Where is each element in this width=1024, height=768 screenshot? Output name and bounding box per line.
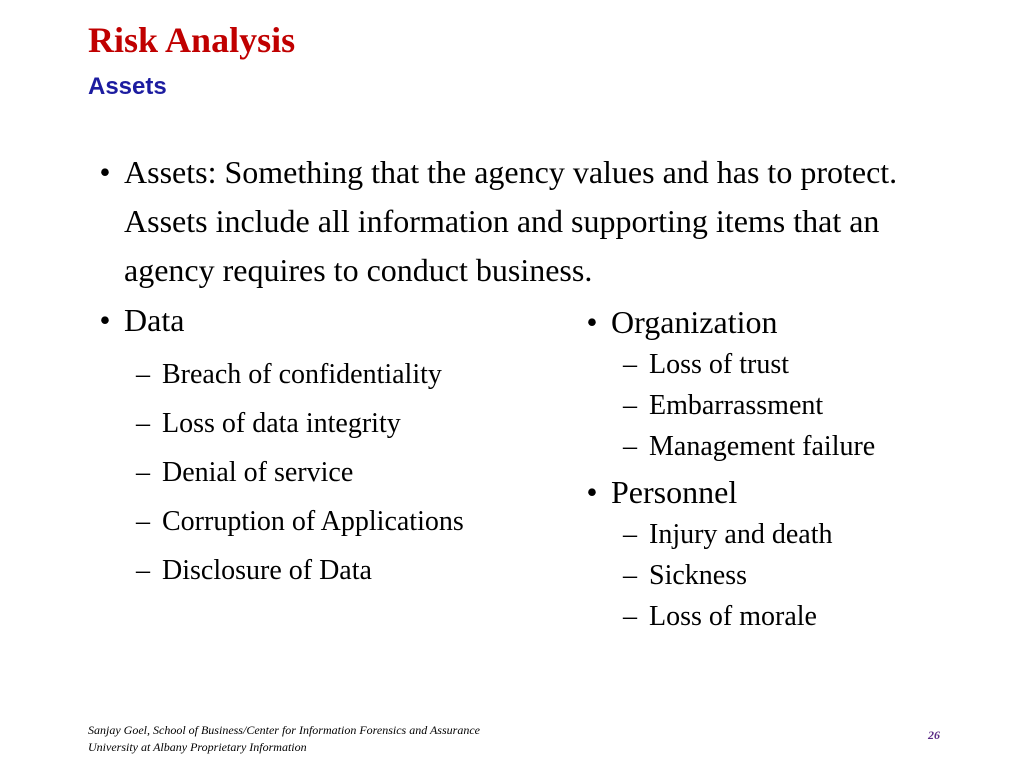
footer-proprietary-line: University at Albany Proprietary Information xyxy=(88,740,307,754)
list-item-text: Denial of service xyxy=(162,457,354,488)
list-item xyxy=(623,385,993,426)
list-item xyxy=(623,426,993,467)
dash-icon: – xyxy=(623,349,637,380)
list-item-text: Management failure xyxy=(649,431,876,462)
list-item xyxy=(623,596,993,637)
dash-icon: – xyxy=(136,506,150,537)
group-label-data: Data xyxy=(124,302,185,338)
left-column xyxy=(86,298,556,595)
footer xyxy=(88,722,480,756)
dash-icon: – xyxy=(623,390,637,421)
page-number: 26 xyxy=(928,728,940,742)
data-sub-list xyxy=(136,350,556,595)
bullet-icon: • xyxy=(586,304,598,340)
list-item-text: Breach of confidentiality xyxy=(162,359,442,390)
dash-icon: – xyxy=(623,519,637,550)
group-personnel xyxy=(573,470,993,514)
list-item xyxy=(136,350,556,399)
list-item xyxy=(136,399,556,448)
list-item-text: Loss of morale xyxy=(649,601,817,632)
dash-icon: – xyxy=(136,359,150,390)
list-item-text: Loss of trust xyxy=(649,349,789,380)
intro-text: Assets: Something that the agency values and has to protect. Assets include all information and supporting items that an agency requires to conduct business. xyxy=(124,154,898,288)
bullet-icon: • xyxy=(99,154,111,190)
list-item-text: Sickness xyxy=(649,560,747,591)
dash-icon: – xyxy=(136,457,150,488)
right-column xyxy=(573,300,993,637)
list-item xyxy=(623,344,993,385)
organization-sub-list xyxy=(623,344,993,467)
dash-icon: – xyxy=(136,555,150,586)
intro-bullet-row xyxy=(86,148,976,295)
slide-title: Risk Analysis xyxy=(88,20,296,60)
list-item-text: Embarrassment xyxy=(649,390,824,421)
list-item-text: Loss of data integrity xyxy=(162,408,401,439)
dash-icon: – xyxy=(623,560,637,591)
list-item xyxy=(136,497,556,546)
dash-icon: – xyxy=(136,408,150,439)
list-item xyxy=(623,514,993,555)
personnel-sub-list xyxy=(623,514,993,637)
group-label-organization: Organization xyxy=(611,304,778,340)
list-item-text: Injury and death xyxy=(649,519,833,550)
dash-icon: – xyxy=(623,601,637,632)
footer-author-line: Sanjay Goel, School of Business/Center for Information Forensics and Assurance xyxy=(88,723,480,737)
list-item-text: Corruption of Applications xyxy=(162,506,464,537)
dash-icon: – xyxy=(623,431,637,462)
bullet-icon: • xyxy=(586,474,598,510)
list-item-text: Disclosure of Data xyxy=(162,555,372,586)
list-item xyxy=(623,555,993,596)
bullet-icon: • xyxy=(99,302,111,338)
list-item xyxy=(136,448,556,497)
group-data xyxy=(86,298,556,342)
group-organization xyxy=(573,300,993,344)
slide-subtitle: Assets xyxy=(88,73,167,100)
list-item xyxy=(136,546,556,595)
group-label-personnel: Personnel xyxy=(611,474,738,510)
